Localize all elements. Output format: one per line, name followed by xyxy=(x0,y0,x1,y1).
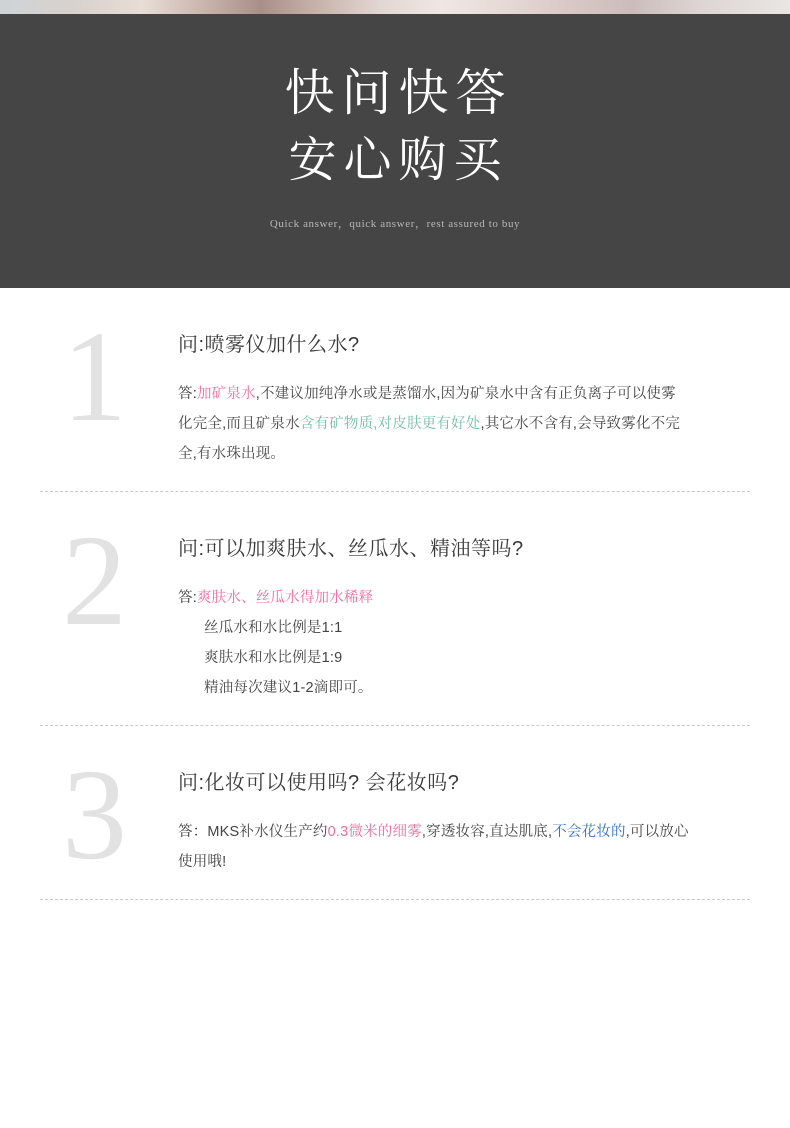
qa-answer-text-3c: ,穿透妆容,直达肌底, xyxy=(421,824,553,840)
qa-answer-text-3e: ,可以放心使用哦! xyxy=(178,824,689,870)
qa-item-1 xyxy=(0,288,790,491)
qa-number-2: 2 xyxy=(62,509,127,653)
qa-answer-3 xyxy=(178,817,690,877)
bottom-spacer xyxy=(0,900,790,1018)
qa-answer-label-1: 答: xyxy=(178,386,197,402)
qa-item-2 xyxy=(0,492,790,725)
qa-answer-subline-2b: 爽肤水和水比例是1:9 xyxy=(204,650,343,666)
header-title-line1: 快问快答 xyxy=(284,65,513,121)
qa-answer-subline-2c: 精油每次建议1-2滴即可。 xyxy=(204,680,373,696)
qa-answer-highlight-3b: 0.3微米的细雾 xyxy=(327,824,422,840)
header-title-line2: 安心购买 xyxy=(288,134,509,187)
qa-question-3: 问:化妆可以使用吗? 会花妆吗? xyxy=(178,772,460,794)
qa-answer-highlight-1a: 加矿泉水 xyxy=(196,386,256,402)
qa-answer-highlight-3d: 不会花妆的 xyxy=(552,824,626,840)
header-subtitle: Quick answer，quick answer，rest assured to buy xyxy=(269,218,521,231)
qa-number-3: 3 xyxy=(62,743,127,887)
qa-answer-subline-2a: 丝瓜水和水比例是1:1 xyxy=(204,620,343,636)
qa-answer-text-3a: MKS补水仪生产约 xyxy=(207,824,328,840)
qa-answer-label-2: 答: xyxy=(178,590,197,606)
qa-list xyxy=(0,288,790,1018)
qa-answer-1 xyxy=(178,379,690,469)
qa-answer-text-1d: ,其它水不含有,会导致雾化不完全,有水珠出现。 xyxy=(178,416,681,462)
qa-question-1: 问:喷雾仪加什么水? xyxy=(178,334,360,356)
top-photo-strip xyxy=(0,0,790,14)
qa-answer-highlight-1c: 含有矿物质,对皮肤更有好处 xyxy=(299,416,481,432)
qa-answer-label-3: 答： xyxy=(178,824,208,840)
qa-question-2: 问:可以加爽肤水、丝瓜水、精油等吗? xyxy=(178,538,524,560)
qa-number-1: 1 xyxy=(62,305,127,449)
qa-answer-2 xyxy=(178,583,690,703)
qa-item-3 xyxy=(0,726,790,899)
qa-answer-highlight-2a: 爽肤水、丝瓜水得加水稀释 xyxy=(196,590,374,606)
page-header xyxy=(0,14,790,288)
qa-answer-text-1b: ,不建议加纯净水或是蒸馏水,因为矿泉水中含有正负离子可以使雾化完全,而且矿泉水 xyxy=(178,386,676,432)
